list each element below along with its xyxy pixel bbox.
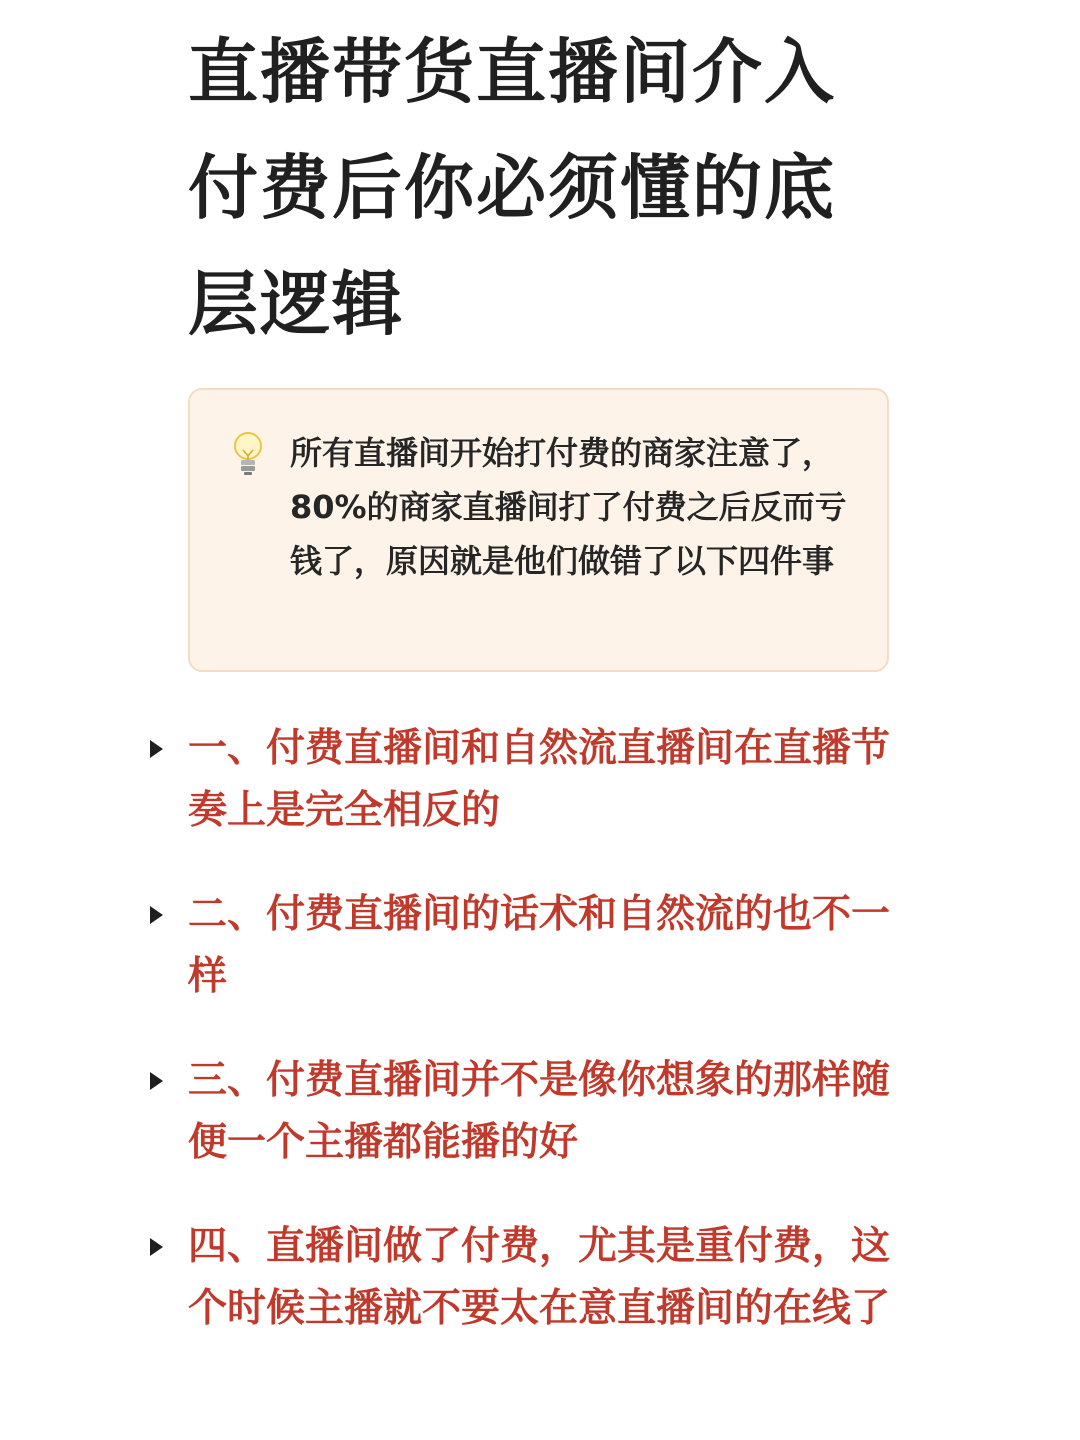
- triangle-right-icon[interactable]: [150, 740, 163, 758]
- toggle-item[interactable]: [150, 1050, 890, 1174]
- triangle-right-icon[interactable]: [150, 1238, 163, 1256]
- triangle-right-icon[interactable]: [150, 906, 163, 924]
- toggle-item[interactable]: [150, 718, 890, 842]
- toggle-label: 三、付费直播间并不是像你想象的那样随便一个主播都能播的好: [188, 1058, 891, 1165]
- callout-box: [188, 388, 889, 672]
- triangle-right-icon[interactable]: [150, 1072, 163, 1090]
- toggle-item[interactable]: [150, 884, 890, 1008]
- toggle-label: 二、付费直播间的话术和自然流的也不一样: [188, 892, 891, 999]
- toggle-label: 四、直播间做了付费，尤其是重付费，这个时候主播就不要太在意直播间的在线了: [188, 1224, 891, 1331]
- page-header: [188, 14, 893, 362]
- lightbulb-icon: [230, 430, 266, 478]
- toggle-label: 一、付费直播间和自然流直播间在直播节奏上是完全相反的: [188, 726, 891, 833]
- toggle-list: [150, 718, 890, 1382]
- callout-text: 所有直播间开始打付费的商家注意了，80%的商家直播间打了付费之后反而亏钱了，原因就是他们做错了以下四件事: [290, 434, 847, 580]
- toggle-item[interactable]: [150, 1216, 890, 1340]
- page-title: 直播带货直播间介入付费后你必须懂的底层逻辑: [188, 31, 836, 345]
